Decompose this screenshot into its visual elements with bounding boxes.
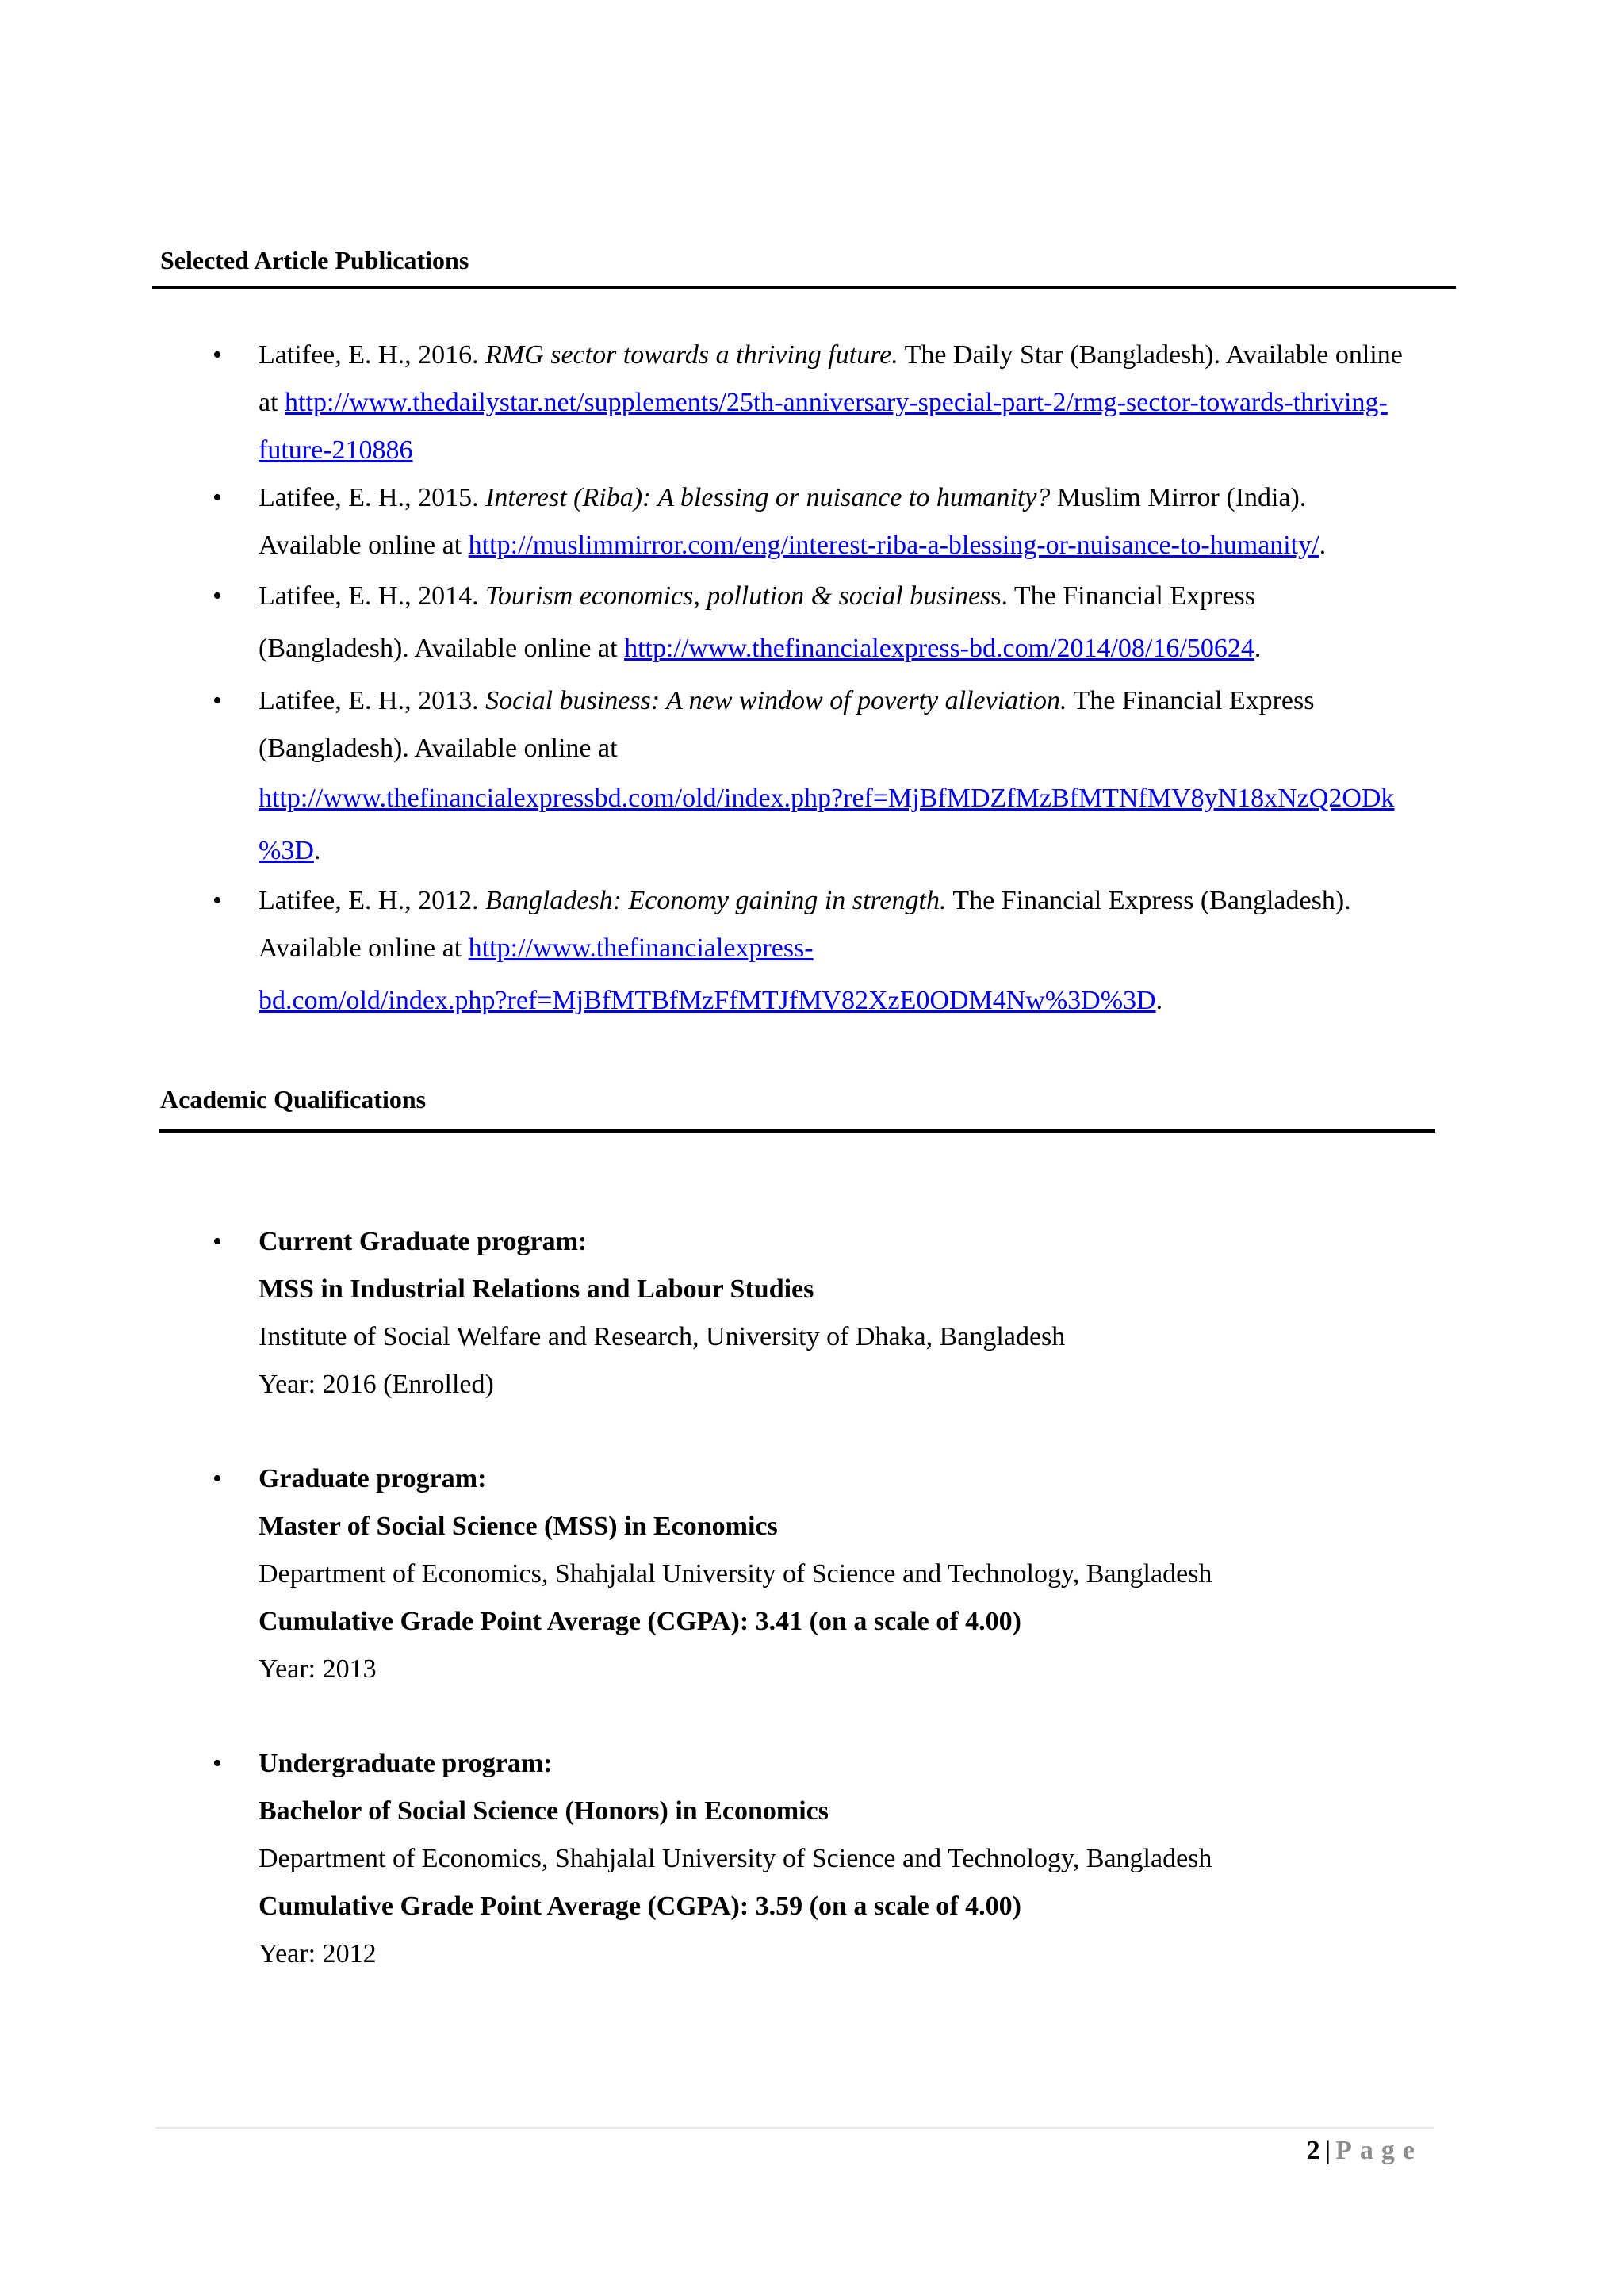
qualifications-list — [213, 1218, 1464, 1978]
publication-citation: Latifee, E. H., 2012. Bangladesh: Economy gaining in strength. The Financial Express (Bangladesh). — [259, 886, 1351, 915]
bullet-icon: • — [213, 1749, 222, 1778]
article-title: Bangladesh: Economy gaining in strength. — [485, 886, 947, 915]
list-item — [213, 1218, 1464, 1409]
publication-citation: Latifee, E. H., 2013. Social business: A new window of poverty alleviation. The Financial Express — [259, 686, 1315, 715]
publication-link-line — [259, 427, 1464, 474]
program-heading: Current Graduate program: — [259, 1227, 588, 1256]
list-item — [213, 677, 1464, 877]
publication-citation: Latifee, E. H., 2014. Tourism economics, pollution & social business. The Financial Express — [259, 581, 1255, 611]
section-title-publications: Selected Article Publications — [160, 246, 469, 274]
page-number: 2 — [1306, 2136, 1320, 2165]
bullet-icon: • — [213, 686, 222, 715]
article-title: Interest (Riba): A blessing or nuisance to humanity? — [485, 483, 1051, 512]
bullet-icon: • — [213, 340, 222, 370]
institution: Department of Economics, Shahjalal University of Science and Technology, Bangladesh — [259, 1559, 1212, 1589]
degree-name: MSS in Industrial Relations and Labour Studies — [259, 1274, 814, 1304]
program-heading: Graduate program: — [259, 1464, 487, 1493]
page-footer — [1307, 2133, 1423, 2168]
publication-link[interactable]: http://www.thefinancialexpress-bd.com/2014/08/16/50624 — [624, 634, 1254, 663]
list-item — [213, 1740, 1464, 1978]
publication-link[interactable]: http://www.thedailystar.net/supplements/25th-anniversary-special-part-2/rmg-sector-towards-thriving- — [285, 388, 1388, 417]
section-rule-publications — [152, 286, 1456, 289]
publication-link-line: %3D. — [259, 836, 321, 865]
degree-name: Master of Social Science (MSS) in Economics — [259, 1512, 778, 1541]
publications-list — [213, 332, 1464, 1029]
degree-name: Bachelor of Social Science (Honors) in Economics — [259, 1796, 829, 1826]
publication-link[interactable]: http://www.thefinancialexpress- — [468, 933, 814, 963]
bullet-icon: • — [213, 581, 222, 611]
footer-rule — [155, 2127, 1434, 2129]
bullet-icon: • — [213, 1464, 222, 1493]
institution: Institute of Social Welfare and Research, University of Dhaka, Bangladesh — [259, 1322, 1066, 1351]
list-item — [213, 877, 1464, 1029]
program-heading: Undergraduate program: — [259, 1749, 553, 1778]
list-item — [213, 1455, 1464, 1693]
year: Year: 2013 — [259, 1654, 377, 1684]
list-item — [213, 573, 1464, 677]
page-label: Page — [1335, 2136, 1423, 2165]
publication-link[interactable]: %3D — [259, 836, 314, 865]
year: Year: 2012 — [259, 1939, 377, 1968]
institution: Department of Economics, Shahjalal University of Science and Technology, Bangladesh — [259, 1844, 1212, 1873]
cgpa: Cumulative Grade Point Average (CGPA): 3.41 (on a scale of 4.00) — [259, 1607, 1021, 1636]
publication-link-line — [259, 772, 1464, 825]
bullet-icon: • — [213, 886, 222, 915]
list-item — [213, 474, 1464, 569]
bullet-icon: • — [213, 483, 222, 512]
bullet-icon: • — [213, 1227, 222, 1256]
publication-availability: (Bangladesh). Available online at — [259, 734, 618, 763]
list-item — [213, 332, 1464, 474]
publication-link[interactable]: http://www.thefinancialexpressbd.com/old/index.php?ref=MjBfMDZfMzBfMTNfMV8yN18xNzQ2ODk — [259, 784, 1395, 813]
article-title: RMG sector towards a thriving future. — [485, 340, 898, 370]
cgpa: Cumulative Grade Point Average (CGPA): 3.59 (on a scale of 4.00) — [259, 1892, 1021, 1921]
article-title: Tourism economics, pollution & social busines — [485, 581, 991, 611]
publication-link-line: Available online at http://muslimmirror.com/eng/interest-riba-a-blessing-or-nuisance-to-humanity/. — [259, 531, 1327, 560]
publication-link-line: bd.com/old/index.php?ref=MjBfMTBfMzFfMTJfMV82XzE0ODM4Nw%3D%3D. — [259, 986, 1163, 1015]
publication-citation: Latifee, E. H., 2015. Interest (Riba): A blessing or nuisance to humanity? Muslim Mirror (India). — [259, 483, 1307, 512]
publication-link[interactable]: http://muslimmirror.com/eng/interest-riba-a-blessing-or-nuisance-to-humanity/ — [468, 531, 1320, 560]
footer-separator: | — [1324, 2136, 1331, 2165]
publication-link[interactable]: bd.com/old/index.php?ref=MjBfMTBfMzFfMTJfMV82XzE0ODM4Nw%3D%3D — [259, 986, 1156, 1015]
publication-link-line: at http://www.thedailystar.net/supplements/25th-anniversary-special-part-2/rmg-sector-towards-thriving- — [259, 388, 1388, 417]
publication-link-line: Available online at http://www.thefinancialexpress- — [259, 933, 814, 963]
publication-citation: Latifee, E. H., 2016. RMG sector towards a thriving future. The Daily Star (Bangladesh). Available online — [259, 340, 1403, 370]
section-title-academic: Academic Qualifications — [160, 1085, 427, 1114]
year: Year: 2016 (Enrolled) — [259, 1370, 494, 1399]
publication-link[interactable]: future-210886 — [259, 435, 413, 465]
section-rule-academic — [159, 1129, 1435, 1133]
publication-link-line: (Bangladesh). Available online at http://www.thefinancialexpress-bd.com/2014/08/16/50624. — [259, 634, 1262, 663]
article-title: Social business: A new window of poverty alleviation. — [485, 686, 1067, 715]
